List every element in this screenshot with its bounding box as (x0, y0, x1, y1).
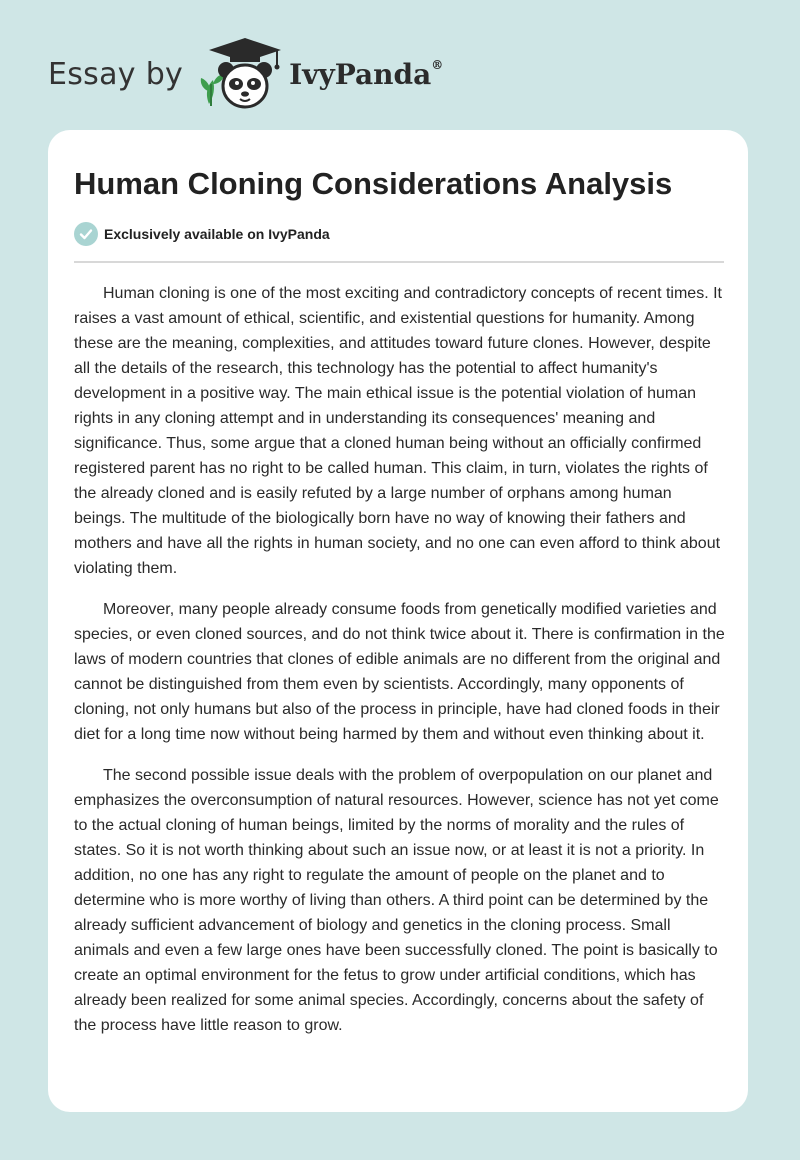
check-circle-icon (74, 222, 98, 246)
divider (74, 261, 724, 263)
essay-body (74, 281, 726, 1054)
essay-paragraph: Human cloning is one of the most exciting and contradictory concepts of recent times. It raises a vast amount of ethical, scientific, and existential questions for humanity. Among these are the meaning, complexities, and attitudes toward future clones. However, despite all the details of the research, this technology has the potential to affect humanity's development in a positive way. The main ethical issue is the potential violation of human rights in any cloning attempt and in understanding its consequences' meaning and significance. Thus, some argue that a cloned human being without an officially confirmed registered parent has no right to be called human. This claim, in turn, violates the rights of the already cloned and is easily refuted by a large number of orphans among human beings. The multitude of the biologically born have no way of knowing their fathers and mothers and have all the rights in human society, and no one can even afford to think about violating them. (74, 285, 722, 577)
essay-by-label: Essay by (48, 56, 184, 92)
essay-card (48, 130, 748, 1112)
panda-logo-icon[interactable] (197, 34, 287, 114)
site-header (48, 34, 443, 114)
leaf-icon (201, 74, 225, 106)
registered-mark: ® (431, 58, 444, 73)
exclusive-badge (74, 222, 330, 246)
essay-paragraph: The second possible issue deals with the problem of overpopulation on our planet and emphasizes the overconsumption of natural resources. However, science has not yet come to the actual cloning of human beings, limited by the norms of morality and the rules of states. So it is not worth thinking about such an issue now, or at least it is not a priority. In addition, no one has any right to regulate the amount of people on the planet and to determine who is more worthy of living than others. A third point can be determined by the already sufficient advancement of biology and genetics in the cloning process. Small animals and even a few large ones have been successfully cloned. The point is basically to create an optimal environment for the fetus to grow under artificial conditions, which has already been realized for some animal species. Accordingly, concerns about the safety of the process have little reason to grow. (74, 767, 719, 1034)
essay-paragraph: Moreover, many people already consume foods from genetically modified varieties and species, or even cloned sources, and do not think twice about it. There is confirmation in the laws of modern countries that clones of edible animals are no different from the original and cannot be distinguished from them even by scientists. Accordingly, many opponents of cloning, not only humans but also of the process in principle, have had cloned foods in their diet for a long time now without being harmed by them and without even thinking about it. (74, 601, 725, 743)
panda-face-icon (218, 62, 272, 107)
brand-name[interactable]: IvyPanda® (289, 57, 444, 91)
essay-title: Human Cloning Considerations Analysis (74, 166, 673, 201)
exclusive-badge-text: Exclusively available on IvyPanda (104, 226, 330, 242)
